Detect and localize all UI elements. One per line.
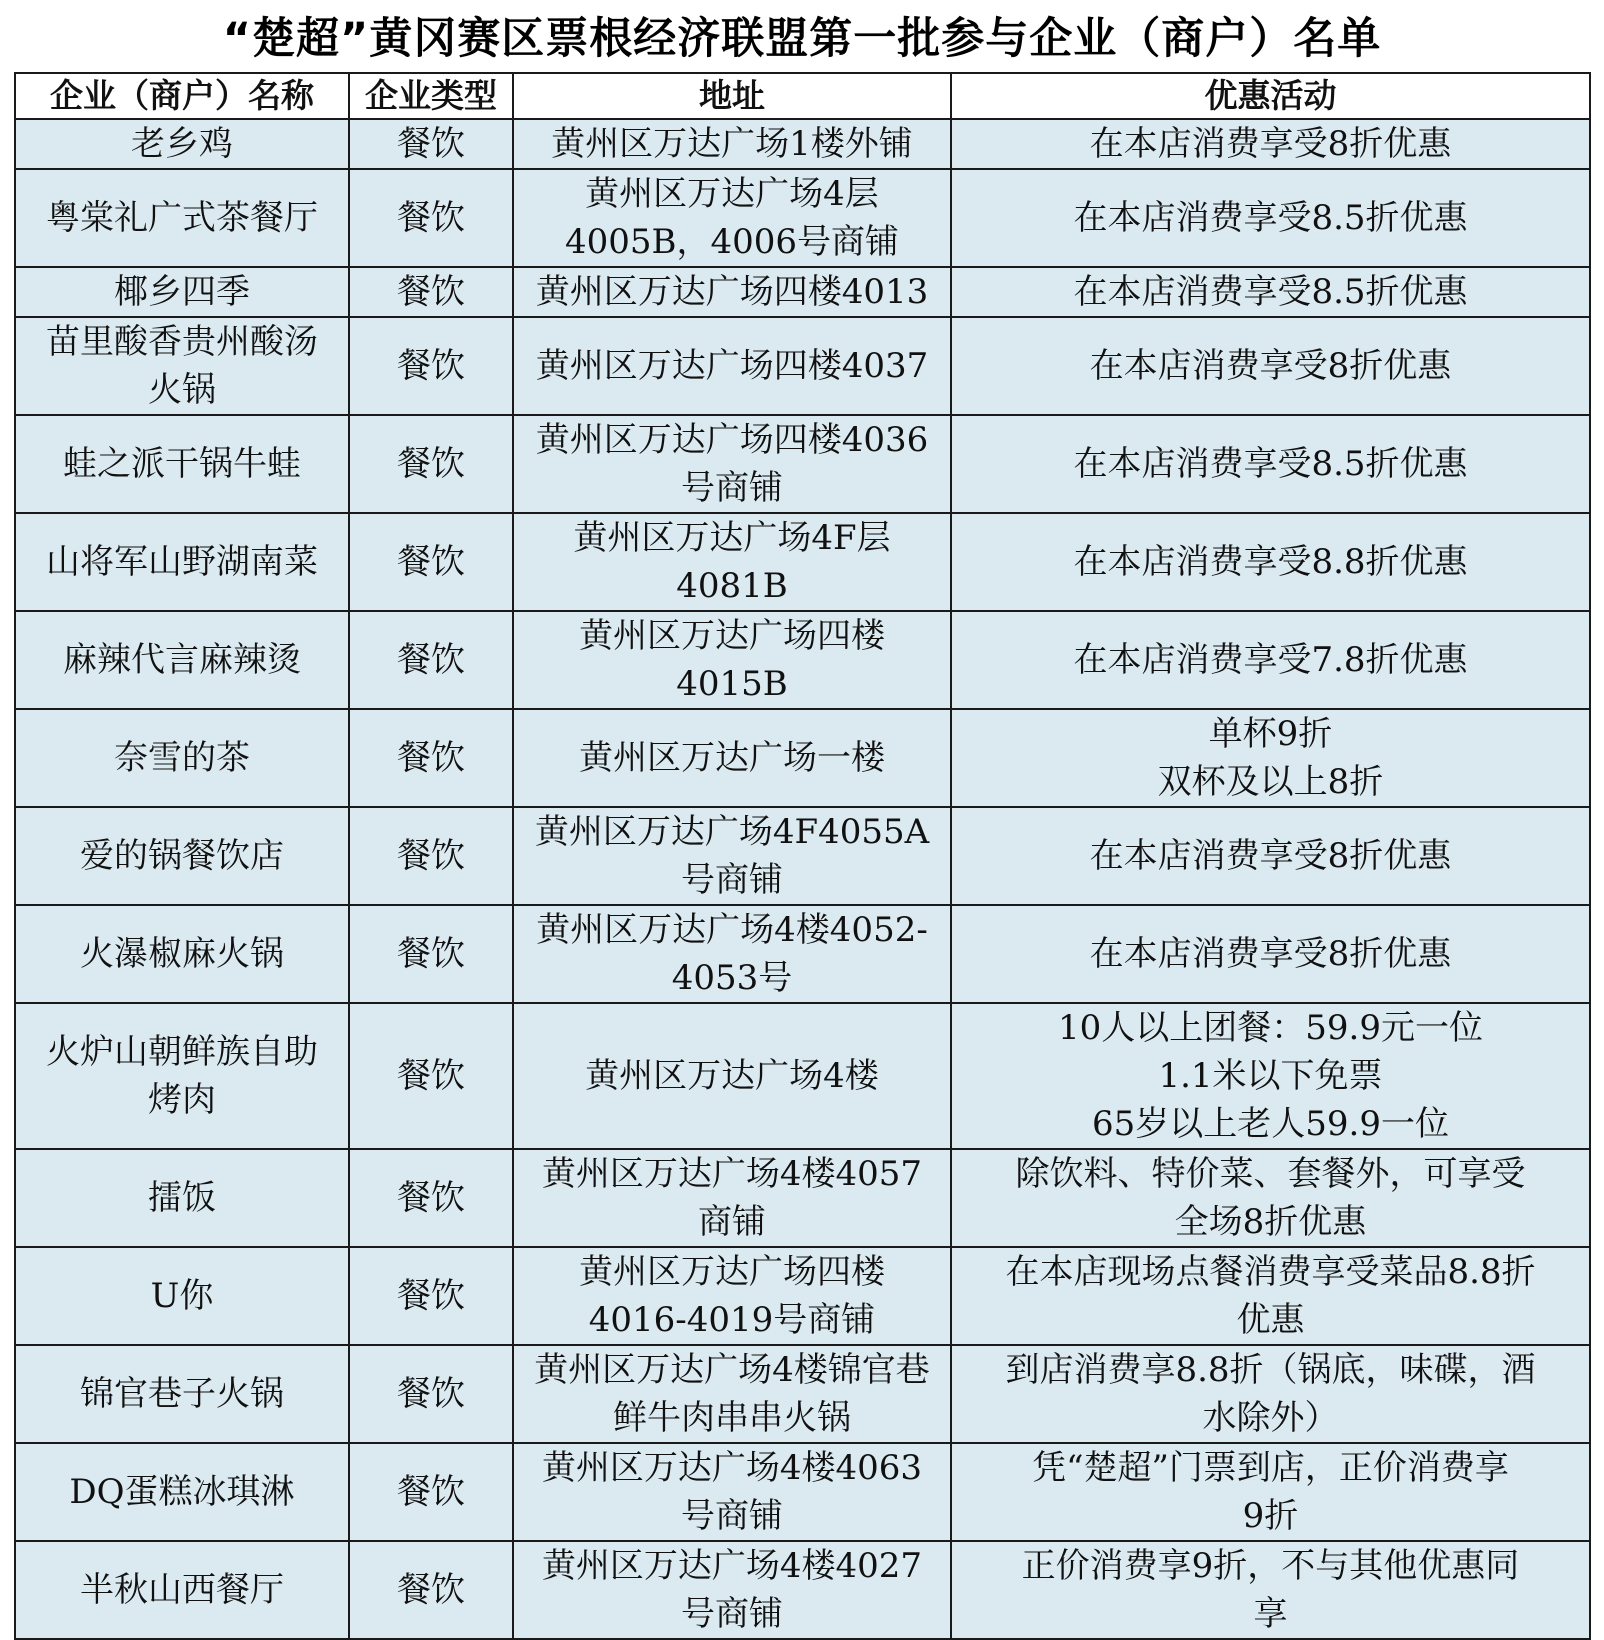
merchant-name-line: 火锅 <box>148 370 216 410</box>
address-line: 黄州区万达广场一楼 <box>579 738 885 778</box>
offer-cell <box>951 119 1590 169</box>
offer-line: 在本店消费享受8折优惠 <box>1089 346 1452 386</box>
offer-line: 1.1米以下免票 <box>1158 1056 1383 1096</box>
address-line: 号商铺 <box>681 1496 783 1536</box>
table-row <box>15 169 1590 267</box>
merchant-name-line: 山将军山野湖南菜 <box>46 542 318 582</box>
offer-cell <box>951 415 1590 513</box>
address-line: 号商铺 <box>681 468 783 508</box>
offer-cell <box>951 807 1590 905</box>
merchant-name-line: 烤肉 <box>148 1080 216 1120</box>
table-row <box>15 1541 1590 1639</box>
offer-line: 优惠 <box>1236 1300 1305 1340</box>
address-line: 4053号 <box>671 958 793 998</box>
address-line: 4081B <box>676 566 788 606</box>
merchant-name-line: 擂饭 <box>148 1178 216 1218</box>
table-row <box>15 317 1590 415</box>
offer-line: 享 <box>1253 1594 1288 1634</box>
address-cell <box>513 611 951 709</box>
address-line: 黄州区万达广场四楼 <box>579 1252 885 1292</box>
merchant-name-cell <box>15 1345 349 1443</box>
column-header-offer: 优惠活动 <box>951 73 1590 119</box>
offer-line: 在本店消费享受8折优惠 <box>1089 836 1452 876</box>
merchant-name-line: 椰乡四季 <box>114 272 250 312</box>
address-line: 鲜牛肉串串火锅 <box>613 1398 851 1438</box>
offer-cell <box>951 1149 1590 1247</box>
merchant-name-line: 奈雪的茶 <box>114 738 250 778</box>
offer-line: 在本店消费享受8.5折优惠 <box>1073 444 1468 484</box>
offer-line: 在本店消费享受8折优惠 <box>1089 124 1452 164</box>
offer-cell <box>951 169 1590 267</box>
address-line: 黄州区万达广场四楼 <box>579 616 885 656</box>
merchant-type-cell: 餐饮 <box>349 415 513 513</box>
merchant-type-cell: 餐饮 <box>349 1345 513 1443</box>
column-header-name: 企业（商户）名称 <box>15 73 349 119</box>
address-line: 4005B，4006号商铺 <box>564 222 900 262</box>
merchant-type-cell: 餐饮 <box>349 119 513 169</box>
address-line: 黄州区万达广场4层 <box>585 174 879 214</box>
address-line: 商铺 <box>698 1202 766 1242</box>
offer-cell <box>951 905 1590 1003</box>
address-cell <box>513 1443 951 1541</box>
address-line: 黄州区万达广场4F层 <box>573 518 891 558</box>
merchant-name-cell <box>15 267 349 317</box>
table-row <box>15 709 1590 807</box>
address-cell <box>513 807 951 905</box>
table-row <box>15 611 1590 709</box>
merchant-type-cell: 餐饮 <box>349 1149 513 1247</box>
address-line: 黄州区万达广场4楼 <box>585 1056 879 1096</box>
table-row <box>15 1247 1590 1345</box>
address-cell <box>513 513 951 611</box>
merchant-type-cell: 餐饮 <box>349 611 513 709</box>
address-cell <box>513 317 951 415</box>
offer-cell <box>951 1003 1590 1149</box>
table-row <box>15 1149 1590 1247</box>
offer-cell <box>951 1345 1590 1443</box>
table-row <box>15 1443 1590 1541</box>
address-line: 黄州区万达广场4楼4027 <box>541 1546 923 1586</box>
offer-line: 65岁以上老人59.9一位 <box>1092 1104 1449 1144</box>
table-row <box>15 513 1590 611</box>
merchant-name-cell <box>15 513 349 611</box>
merchant-name-cell <box>15 415 349 513</box>
merchant-name-cell <box>15 1443 349 1541</box>
offer-line: 单杯9折 <box>1208 714 1333 754</box>
offer-cell <box>951 1541 1590 1639</box>
merchant-type-cell: 餐饮 <box>349 1003 513 1149</box>
offer-cell <box>951 317 1590 415</box>
table-row <box>15 267 1590 317</box>
merchant-type-cell: 餐饮 <box>349 169 513 267</box>
address-line: 黄州区万达广场4楼4063 <box>541 1448 923 1488</box>
offer-line: 9折 <box>1242 1496 1299 1536</box>
table-row <box>15 119 1590 169</box>
table-body <box>15 119 1590 1639</box>
table-row <box>15 415 1590 513</box>
merchant-name-cell <box>15 169 349 267</box>
merchant-name-cell <box>15 709 349 807</box>
address-cell <box>513 415 951 513</box>
address-cell <box>513 119 951 169</box>
merchant-name-line: 半秋山西餐厅 <box>80 1570 284 1610</box>
offer-line: 在本店现场点餐消费享受菜品8.8折 <box>1005 1252 1536 1292</box>
merchant-name-cell <box>15 1003 349 1149</box>
merchant-table <box>14 72 1591 1640</box>
address-line: 黄州区万达广场1楼外铺 <box>551 124 913 164</box>
offer-line: 在本店消费享受8折优惠 <box>1089 934 1452 974</box>
offer-line: 在本店消费享受8.8折优惠 <box>1073 542 1468 582</box>
merchant-name-cell <box>15 1541 349 1639</box>
offer-line: 在本店消费享受8.5折优惠 <box>1073 198 1468 238</box>
merchant-type-cell: 餐饮 <box>349 709 513 807</box>
address-cell <box>513 1247 951 1345</box>
address-line: 黄州区万达广场4楼4052- <box>536 910 928 950</box>
offer-cell <box>951 267 1590 317</box>
offer-line: 水除外） <box>1202 1398 1339 1438</box>
address-line: 黄州区万达广场四楼4036 <box>535 420 929 460</box>
address-line: 黄州区万达广场四楼4037 <box>535 346 929 386</box>
offer-cell <box>951 709 1590 807</box>
offer-cell <box>951 1247 1590 1345</box>
merchant-name-line: 火炉山朝鲜族自助 <box>46 1032 318 1072</box>
merchant-name-line: 粤棠礼广式茶餐厅 <box>46 198 318 238</box>
offer-line: 10人以上团餐：59.9元一位 <box>1058 1008 1483 1048</box>
merchant-type-cell: 餐饮 <box>349 905 513 1003</box>
address-line: 号商铺 <box>681 1594 783 1634</box>
offer-line: 全场8折优惠 <box>1174 1202 1367 1242</box>
offer-line: 在本店消费享受8.5折优惠 <box>1073 272 1468 312</box>
merchant-name-cell <box>15 611 349 709</box>
table-row <box>15 1345 1590 1443</box>
table-row <box>15 807 1590 905</box>
offer-cell <box>951 1443 1590 1541</box>
address-line: 号商铺 <box>681 860 783 900</box>
merchant-type-cell: 餐饮 <box>349 317 513 415</box>
merchant-name-line: 苗里酸香贵州酸汤 <box>46 322 318 362</box>
merchant-name-cell <box>15 119 349 169</box>
merchant-name-cell <box>15 1247 349 1345</box>
offer-line: 到店消费享8.8折（锅底，味碟，酒 <box>1005 1350 1536 1390</box>
merchant-name-cell <box>15 905 349 1003</box>
merchant-type-cell: 餐饮 <box>349 1443 513 1541</box>
merchant-name-line: 蛙之派干锅牛蛙 <box>63 444 301 484</box>
table-row <box>15 1003 1590 1149</box>
address-cell <box>513 905 951 1003</box>
table-row <box>15 905 1590 1003</box>
address-cell <box>513 1345 951 1443</box>
address-line: 4016-4019号商铺 <box>588 1300 876 1340</box>
address-cell <box>513 1149 951 1247</box>
merchant-type-cell: 餐饮 <box>349 267 513 317</box>
address-line: 黄州区万达广场4楼锦官巷 <box>534 1350 930 1390</box>
offer-line: 除饮料、特价菜、套餐外，可享受 <box>1015 1154 1526 1194</box>
address-cell <box>513 169 951 267</box>
merchant-name-line: 火瀑椒麻火锅 <box>80 934 284 974</box>
merchant-type-cell: 餐饮 <box>349 1541 513 1639</box>
merchant-name-line: U你 <box>150 1276 214 1316</box>
merchant-type-cell: 餐饮 <box>349 513 513 611</box>
merchant-name-cell <box>15 317 349 415</box>
table-header-row <box>15 73 1590 119</box>
address-cell <box>513 267 951 317</box>
merchant-name-cell <box>15 1149 349 1247</box>
offer-cell <box>951 513 1590 611</box>
offer-cell <box>951 611 1590 709</box>
address-line: 黄州区万达广场四楼4013 <box>535 272 929 312</box>
column-header-type: 企业类型 <box>349 73 513 119</box>
merchant-type-cell: 餐饮 <box>349 807 513 905</box>
merchant-name-line: 老乡鸡 <box>131 124 233 164</box>
address-line: 4015B <box>676 664 788 704</box>
page-title: “楚超”黄冈赛区票根经济联盟第一批参与企业（商户）名单 <box>222 14 1382 64</box>
merchant-name-line: DQ蛋糕冰琪淋 <box>69 1472 295 1512</box>
address-line: 黄州区万达广场4F4055A <box>534 812 930 852</box>
address-cell <box>513 1003 951 1149</box>
merchant-name-line: 锦官巷子火锅 <box>80 1374 284 1414</box>
merchant-name-cell <box>15 807 349 905</box>
offer-line: 正价消费享9折，不与其他优惠同 <box>1021 1546 1520 1586</box>
offer-line: 凭“楚超”门票到店，正价消费享 <box>1032 1448 1509 1488</box>
address-cell <box>513 709 951 807</box>
address-line: 黄州区万达广场4楼4057 <box>541 1154 923 1194</box>
column-header-address: 地址 <box>513 73 951 119</box>
offer-line: 在本店消费享受7.8折优惠 <box>1073 640 1468 680</box>
address-cell <box>513 1541 951 1639</box>
merchant-type-cell: 餐饮 <box>349 1247 513 1345</box>
merchant-name-line: 爱的锅餐饮店 <box>80 836 284 876</box>
merchant-name-line: 麻辣代言麻辣烫 <box>63 640 301 680</box>
offer-line: 双杯及以上8折 <box>1157 762 1384 802</box>
